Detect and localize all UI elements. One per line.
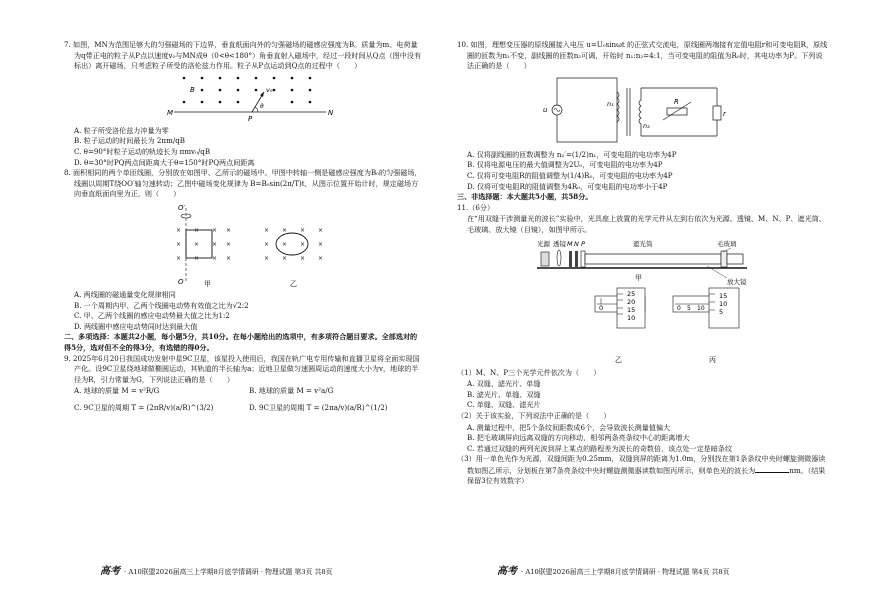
- q11-sub2: （2）关于该实验，下列说法中正确的是（ ）: [457, 410, 611, 420]
- svg-text:×: ×: [212, 226, 218, 234]
- q8-label-yi: 乙: [290, 279, 297, 288]
- footer-logo: 高考: [100, 566, 120, 577]
- svg-text:×: ×: [194, 226, 200, 234]
- svg-text:×: ×: [264, 226, 270, 234]
- q11-label-jia: 甲: [635, 273, 642, 282]
- q10-label-n2: n₂: [643, 121, 650, 130]
- q9-option-b: B. 地球的质量 M = v²a/G: [249, 386, 334, 396]
- svg-text:×: ×: [226, 240, 232, 248]
- q10-stem: 10. 如图，理想变压器的原线圈接入电压 u=U₀sinωt 的正弦式交流电，原线圈两端接有定值电阻r和可变电阻R，原线圈的匝数为n₁不变，副线圈的匝数n₂可调，开始时 n₁:n₂=4:1，当可变电阻的阻值为R₀时，其电功率为P。下列说法正确的是（ ）: [457, 40, 828, 71]
- section-2-title: 二、多项选择：本题共2小题，每小题5分，共10分。在每小题给出的选项中，有多项符合题目要求。全部选对的得5分，选对但不全的得3分，有选错的得0分。: [64, 332, 418, 352]
- svg-text:×: ×: [282, 226, 288, 234]
- q8-label-jia: 甲: [204, 279, 211, 288]
- page-4-footer: [497, 562, 729, 577]
- q8-stem: 8. 面积相同的两个单匝线圈，分别放在如图甲、乙所示的磁场中。甲图中转轴一侧是磁感应强度为B₀的匀强磁场，线圈以周期T绕OO′轴匀速转动；乙图中磁场变化规律为 B=B₀sin(2π/T)t，从图示位置开始计时，规定磁场方向垂直纸面向里为正，则（ ）: [64, 168, 422, 199]
- q7-label-N: N: [328, 108, 334, 117]
- q10-label-R: R: [674, 97, 679, 106]
- q7-option-c: C. θ=90°时粒子运动的轨迹长为 πmv₀/qB: [74, 146, 211, 156]
- q11-label-M: M: [567, 239, 573, 248]
- svg-text:×: ×: [212, 240, 218, 248]
- q7-label-M: M: [167, 108, 174, 117]
- q11-stem: 在“用双缝干涉测量光的波长”实验中，光具座上放置的光学元件从左到右依次为光源、透镜、M、N、P、遮光筒、毛玻璃、放大镜（目镜），如图甲所示。: [467, 214, 826, 234]
- q11-label-bing: 丙: [709, 355, 716, 364]
- svg-text:×: ×: [300, 240, 306, 248]
- q11-sub1-option-a: A. 双缝、滤光片、单缝: [467, 379, 541, 389]
- svg-text:×: ×: [212, 254, 218, 262]
- q7-stem: 7. 如图，MN为范围足够大的匀强磁场的下边界，垂直纸面向外的匀强磁场的磁感应强度为B。质量为m、电荷量为q带正电的粒子从P点以速度v₀与MN成θ（0<θ<180°）角垂直射入磁场中，经过一段时间从Q点（图中没有标出）离开磁场，只考虑粒子所受的洛伦兹力作用。粒子从P点运动到Q点的过程中（ ）: [64, 40, 422, 71]
- footer-text: · A10联盟2026届高三上学期8月底学情调研 · 物理试题 第3页 共8页: [124, 568, 333, 576]
- q11-bing-main-0: 0: [677, 304, 681, 312]
- svg-text:×: ×: [226, 254, 232, 262]
- q10-option-d: D. 仅将可变电阻R的阻值调整为4R₀，可变电阻的电功率小于4P: [467, 181, 668, 191]
- q8-figure: [64, 202, 424, 288]
- svg-text:×: ×: [318, 226, 324, 234]
- q11-bing-main-10: 10: [697, 304, 705, 312]
- svg-text:×: ×: [264, 254, 270, 262]
- q10-figure: [457, 74, 829, 148]
- q11-sub3-text: （3）用一单色光作为光源，双缝间距为0.25mm，双缝到屏的距离为1.0m，分别找在第1条条纹中央时螺旋测微器读数如图乙所示，分划板在第7条亮条纹中央时螺旋测微器读数如图丙所示，则单色光的波长为: [457, 454, 826, 475]
- svg-text:×: ×: [176, 240, 182, 248]
- q11-yi-scale-20: 20: [627, 297, 636, 306]
- q10-label-r: r: [723, 109, 726, 118]
- svg-text:×: ×: [194, 254, 200, 262]
- q7-option-a: A. 粒子所受洛伦兹力冲量为零: [74, 125, 169, 135]
- q8-option-b: B. 一个周期内甲、乙两个线圈电动势有效值之比为√2:2: [74, 300, 249, 310]
- footer-text: · A10联盟2026届高三上学期8月底学情调研 · 物理试题 第4页 共8页: [521, 568, 730, 576]
- q9-option-d: D. 9C卫星的周期 T = (2πa/v)(a/R)^(1/2): [249, 402, 388, 412]
- q7-label-P: P: [248, 114, 253, 123]
- q11-bing-scale-10: 10: [719, 299, 728, 308]
- q9-option-a: A. 地球的质量 M = v²R/G: [74, 386, 160, 396]
- q11-yi-scale-25: 25: [627, 289, 636, 298]
- q9-options-row-1: [64, 386, 424, 397]
- q10-option-b: B. 仅将电源电压的最大值调整为2U₀，可变电阻的电功率为4P: [467, 160, 663, 170]
- q10-option-c: C. 仅将可变电阻R的阻值调整为(1/4)R₀，可变电阻的电功率为4P: [467, 170, 673, 180]
- q11-sub1: （1）M、N、P三个光学元件依次为（ ）: [457, 367, 601, 377]
- q8-option-a: A. 两线圈的磁通量变化规律相同: [74, 289, 176, 299]
- svg-text:×: ×: [264, 240, 270, 248]
- q11-label-magnifier: 放大镜: [727, 277, 747, 286]
- q8-label-o-top: O′: [178, 203, 186, 212]
- q7-figure: [64, 74, 424, 124]
- q8-label-o-bottom: O: [178, 277, 184, 286]
- q11-bing-scale-15: 15: [719, 291, 728, 300]
- q8-option-c: C. 甲、乙两个线圈的感应电动势最大值之比为1:2: [74, 311, 230, 321]
- q7-label-B: B: [190, 85, 195, 94]
- q7-option-d: D. θ=30°时PQ两点间距离大于θ=150°时PQ两点间距离: [74, 157, 255, 167]
- page-4: [435, 0, 870, 591]
- svg-text:×: ×: [194, 240, 200, 248]
- q11-sub1-option-b: B. 滤光片、单缝、双缝: [467, 389, 541, 399]
- q8-option-d: D. 两线圈中感应电动势同时达到最大值: [74, 321, 198, 331]
- q10-label-u: u: [543, 105, 548, 114]
- q7-option-b: B. 粒子运动的时间最长为 2πm/qB: [74, 136, 185, 146]
- svg-text:×: ×: [176, 226, 182, 234]
- q11-sub3: [457, 454, 829, 487]
- q11-label-lens: 透镜: [553, 239, 566, 248]
- q10-label-n1: n₁: [607, 99, 614, 108]
- q11-yi-scale-10: 10: [627, 313, 636, 322]
- q9-option-c: C. 9C卫星的周期 T = (2πR/v)(a/R)^(3/2): [74, 402, 214, 412]
- page-3-footer: [100, 562, 332, 577]
- q11-label-ground-glass: 毛玻璃: [717, 239, 737, 248]
- q11-sub2-option-c: C. 若通过双缝的两列光波到屏上某点的路程差为波长的奇数倍，该点处一定是暗条纹: [467, 443, 733, 453]
- svg-text:×: ×: [318, 240, 324, 248]
- footer-logo: 高考: [497, 566, 517, 577]
- q11-sub3-unit: nm。（结果保留3位有效数字）: [467, 465, 826, 486]
- svg-text:×: ×: [300, 254, 306, 262]
- q11-label-light-source: 光源: [537, 239, 550, 248]
- q11-bing-main-5: 5: [687, 304, 691, 312]
- q11-figure: [457, 238, 829, 366]
- q7-label-v0: v₀: [266, 85, 273, 94]
- q11-yi-scale-15: 15: [627, 305, 636, 314]
- svg-text:×: ×: [176, 254, 182, 262]
- q11-sub2-option-a: A. 测量过程中，把5个条纹间距数成6个，会导致波长测量值偏大: [467, 422, 671, 432]
- q11-label-N: N: [574, 239, 579, 248]
- q11-sub1-option-c: C. 单缝、双缝、滤光片: [467, 400, 541, 410]
- q11-label-P: P: [581, 239, 585, 248]
- q11-sub2-option-b: B. 把毛玻璃屏向远离双缝的方向移动，相邻两条亮条纹中心的距离增大: [467, 433, 690, 443]
- right-column: [457, 40, 829, 488]
- q11-label-tube: 遮光筒: [633, 239, 653, 248]
- svg-text:×: ×: [282, 254, 288, 262]
- svg-text:×: ×: [282, 240, 288, 248]
- svg-text:×: ×: [226, 226, 232, 234]
- q11-number: 11.（6分）: [457, 202, 495, 212]
- q9-options-row-2: [64, 403, 424, 414]
- q11-bing-scale-5: 5: [719, 307, 724, 316]
- q9-stem: 9. 2025年6月20日我国成功发射中星9C卫星，该星投入使用后，我国在轨广电专用传输和直播卫星将全面实现国产化。设9C卫星绕地球做椭圆运动，其轨道的半长轴为a；近地卫星做匀速圆周运动的速度大小为v，地球的半径为R，引力常量为G，下列说法正确的是（ ）: [64, 353, 420, 384]
- svg-text:×: ×: [318, 254, 324, 262]
- q11-yi-main-0: 0: [599, 303, 604, 312]
- q11-label-yi: 乙: [615, 355, 622, 364]
- svg-text:×: ×: [300, 226, 306, 234]
- q10-option-a: A. 仅将副线圈的匝数调整为 n₂′=(1/2)n₁，可变电阻的电功率为4P: [467, 149, 677, 159]
- q7-label-theta: θ: [260, 102, 264, 110]
- section-3-title: 三、非选择题：本大题共5小题，共58分。: [457, 192, 593, 202]
- q11-answer-blank[interactable]: [755, 465, 789, 473]
- left-column: [64, 40, 424, 413]
